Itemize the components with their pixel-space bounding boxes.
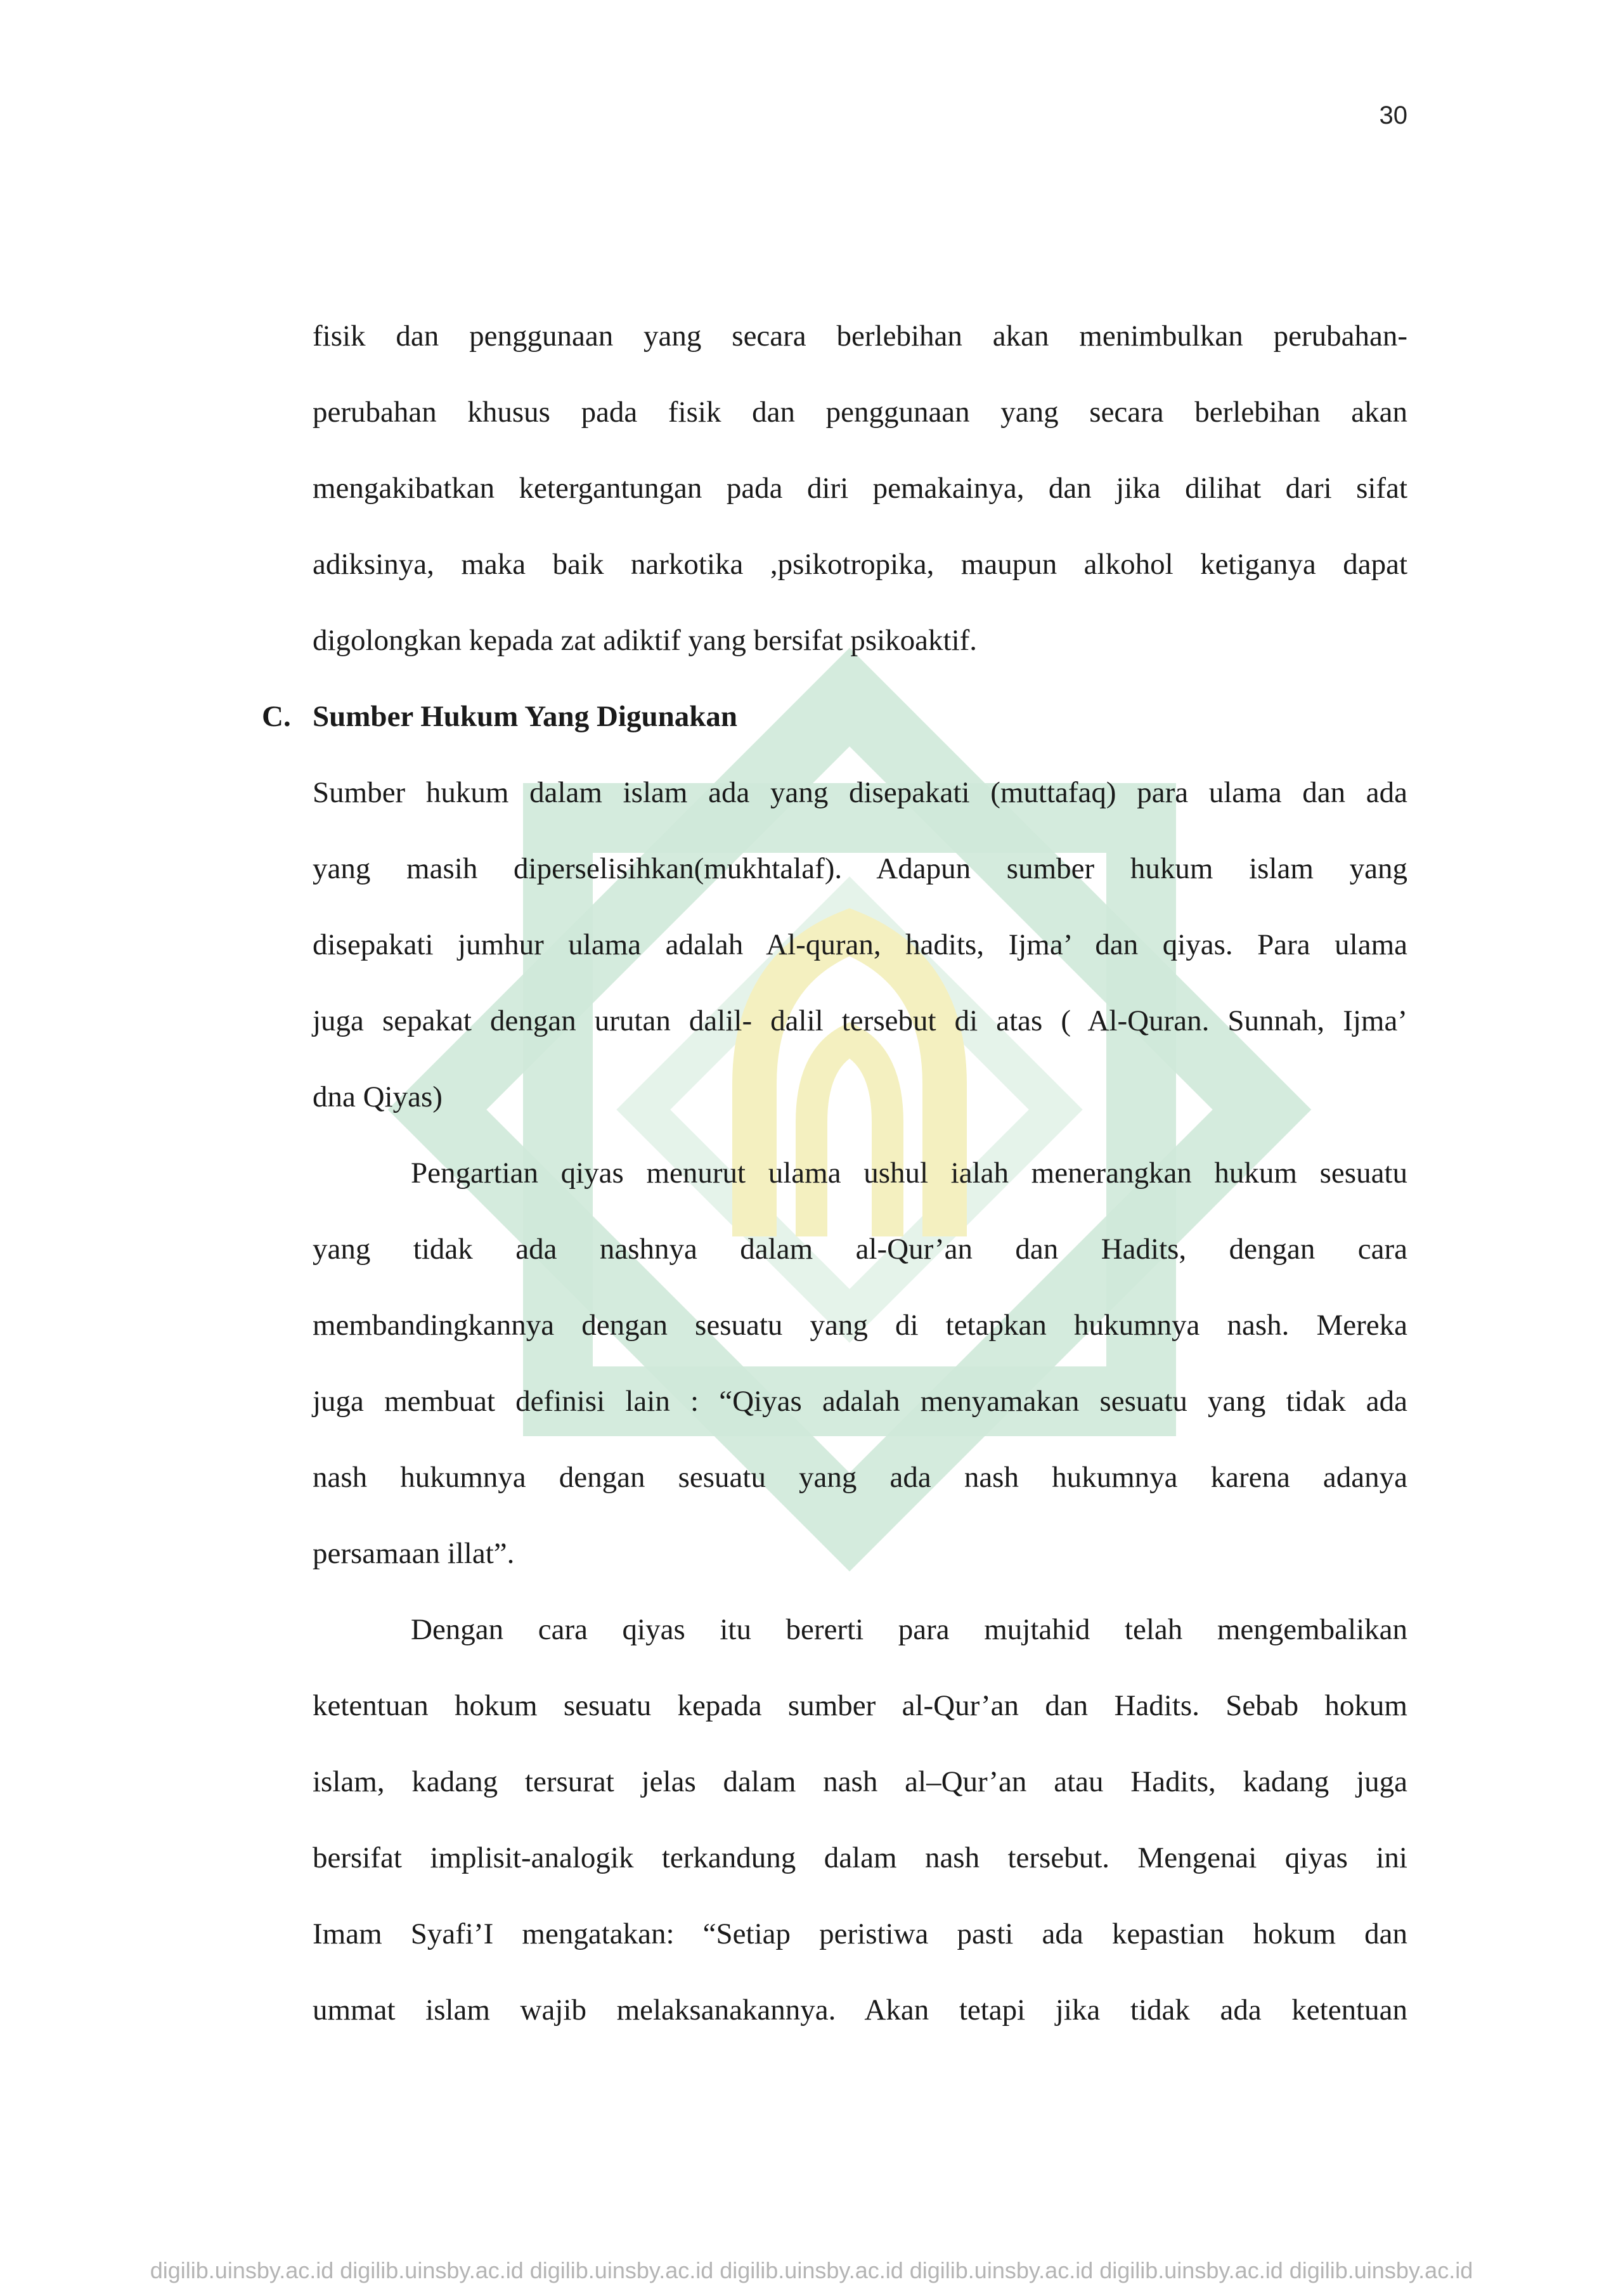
section-heading xyxy=(262,678,1407,755)
footer-watermark-text: digilib.uinsby.ac.id digilib.uinsby.ac.id digilib.uinsby.ac.id digilib.uinsby.ac.id digilib.uinsby.ac.id digilib.uinsby.ac.id digilib.uinsby.ac.id xyxy=(150,2257,1473,2283)
text-line: yang tidak ada nashnya dalam al-Qur’an dan Hadits, dengan cara xyxy=(313,1233,1407,1266)
paragraph-sumber-hukum xyxy=(313,755,1407,1135)
text-line: perubahan khusus pada fisik dan penggunaan yang secara berlebihan akan xyxy=(313,396,1407,429)
text-line: Sumber hukum dalam islam ada yang disepakati (muttafaq) para ulama dan ada xyxy=(313,776,1407,809)
text-line: dna Qiyas) xyxy=(313,1080,443,1113)
text-line: juga sepakat dengan urutan dalil- dalil tersebut di atas ( Al-Quran. Sunnah, Ijma’ xyxy=(313,1004,1407,1037)
text-line: adiksinya, maka baik narkotika ,psikotropika, maupun alkohol ketiganya dapat xyxy=(313,548,1407,581)
text-line: nash hukumnya dengan sesuatu yang ada nash hukumnya karena adanya xyxy=(313,1461,1407,1494)
section-letter: C. xyxy=(262,700,291,733)
text-line: persamaan illat”. xyxy=(313,1537,515,1570)
page-number: 30 xyxy=(1379,101,1407,129)
paragraph-pengertian-qiyas xyxy=(313,1135,1407,1592)
text-line: Imam Syafi’I mengatakan: “Setiap peristiwa pasti ada kepastian hokum dan xyxy=(313,1917,1407,1950)
text-line: mengakibatkan ketergantungan pada diri pemakainya, dan jika dilihat dari sifat xyxy=(313,472,1407,505)
paragraph-cara-qiyas xyxy=(313,1592,1407,2048)
text-line: Dengan cara qiyas itu bererti para mujtahid telah mengembalikan xyxy=(411,1613,1407,1646)
text-line: yang masih diperselisihkan(mukhtalaf). Adapun sumber hukum islam yang xyxy=(313,852,1407,885)
section-title: Sumber Hukum Yang Digunakan xyxy=(313,700,738,733)
text-line: membandingkannya dengan sesuatu yang di tetapkan hukumnya nash. Mereka xyxy=(313,1309,1407,1342)
text-line: juga membuat definisi lain : “Qiyas adalah menyamakan sesuatu yang tidak ada xyxy=(313,1385,1407,1418)
text-line: disepakati jumhur ulama adalah Al-quran, hadits, Ijma’ dan qiyas. Para ulama xyxy=(313,928,1407,961)
text-line: ketentuan hokum sesuatu kepada sumber al-Qur’an dan Hadits. Sebab hokum xyxy=(313,1689,1407,1722)
text-line: bersifat implisit-analogik terkandung dalam nash tersebut. Mengenai qiyas ini xyxy=(313,1841,1407,1874)
text-line: fisik dan penggunaan yang secara berlebihan akan menimbulkan perubahan- xyxy=(313,320,1407,353)
text-line: digolongkan kepada zat adiktif yang bersifat psikoaktif. xyxy=(313,624,978,657)
text-line: islam, kadang tersurat jelas dalam nash al–Qur’an atau Hadits, kadang juga xyxy=(313,1765,1407,1798)
document-body xyxy=(262,298,1407,2048)
paragraph-continuation xyxy=(313,298,1407,678)
text-line: Pengartian qiyas menurut ulama ushul ialah menerangkan hukum sesuatu xyxy=(411,1157,1407,1190)
text-line: ummat islam wajib melaksanakannya. Akan tetapi jika tidak ada ketentuan xyxy=(313,1994,1407,2027)
